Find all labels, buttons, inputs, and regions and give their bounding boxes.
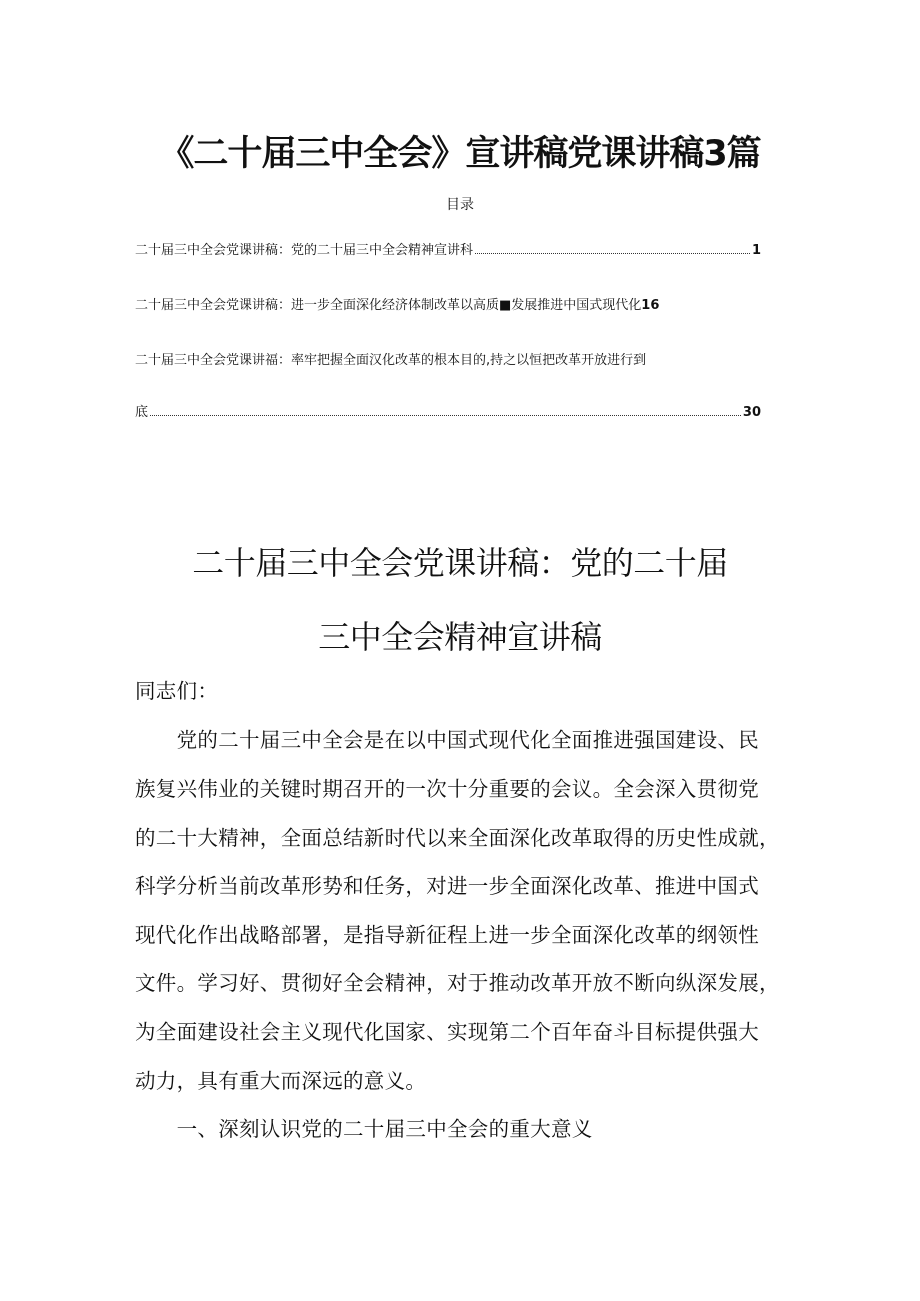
salutation: 同志们： <box>135 679 219 703</box>
paragraph-line: 现代化作出战略部署，是指导新征程上进一步全面深化改革的纲领性 <box>135 923 759 947</box>
paragraph-line: 文件。学习好、贯彻好全会精神，对于推动改革开放不断向纵深发展， <box>135 971 780 995</box>
toc-heading: 目录 <box>446 197 474 213</box>
paragraph-line: 为全面建设社会主义现代化国家、实现第二个百年奋斗目标提供强大 <box>135 1020 759 1044</box>
paragraph-line: 族复兴伟业的关键时期召开的一次十分重要的会议。全会深入贯彻党 <box>135 777 759 801</box>
section-title-line2: 三中全会精神宣讲稿 <box>318 618 602 656</box>
toc-entry-2[interactable] <box>135 291 775 313</box>
toc-entry-text-line1: 二十届三中全会党课讲福：率牢把握全面汉化改革的根本目的,持之以恒把改革开放进行到 <box>135 353 647 368</box>
paragraph-line: 党的二十届三中全会是在以中国式现代化全面推进强国建设、民 <box>135 728 759 752</box>
toc-leader-dots <box>475 253 750 254</box>
toc-page-number: 1 <box>751 243 761 258</box>
paragraph-line: 的二十大精神，全面总结新时代以来全面深化改革取得的历史性成就， <box>135 826 780 850</box>
toc-entry-3[interactable] <box>135 346 775 368</box>
toc-entry-text: 二十届三中全会党课讲稿：党的二十届三中全会精神宣讲科 <box>135 243 474 258</box>
document-title: 《二十届三中全会》宣讲稿党课讲稿3篇 <box>159 134 761 174</box>
paragraph-line: 动力，具有重大而深远的意义。 <box>135 1069 427 1093</box>
paragraph-line: 科学分析当前改革形势和任务，对进一步全面深化改革、推进中国式 <box>135 874 759 898</box>
section-heading-1: 一、深刻认识党的二十届三中全会的重大意义 <box>135 1117 593 1141</box>
toc-entry-1[interactable] <box>135 236 775 258</box>
toc-entry-text-line2: 底 <box>135 405 149 420</box>
toc-page-number: 30 <box>742 405 761 420</box>
section-title-line1: 二十届三中全会党课讲稿：党的二十届 <box>192 544 728 582</box>
toc-leader-dots <box>150 415 741 416</box>
toc-entry-text: 二十届三中全会党课讲稿：进一步全面深化经济体制改革以高质■发展推进中国式现代化 <box>135 298 642 313</box>
toc-page-number: 16 <box>641 298 660 313</box>
toc-entry-3-continued[interactable] <box>135 398 775 420</box>
